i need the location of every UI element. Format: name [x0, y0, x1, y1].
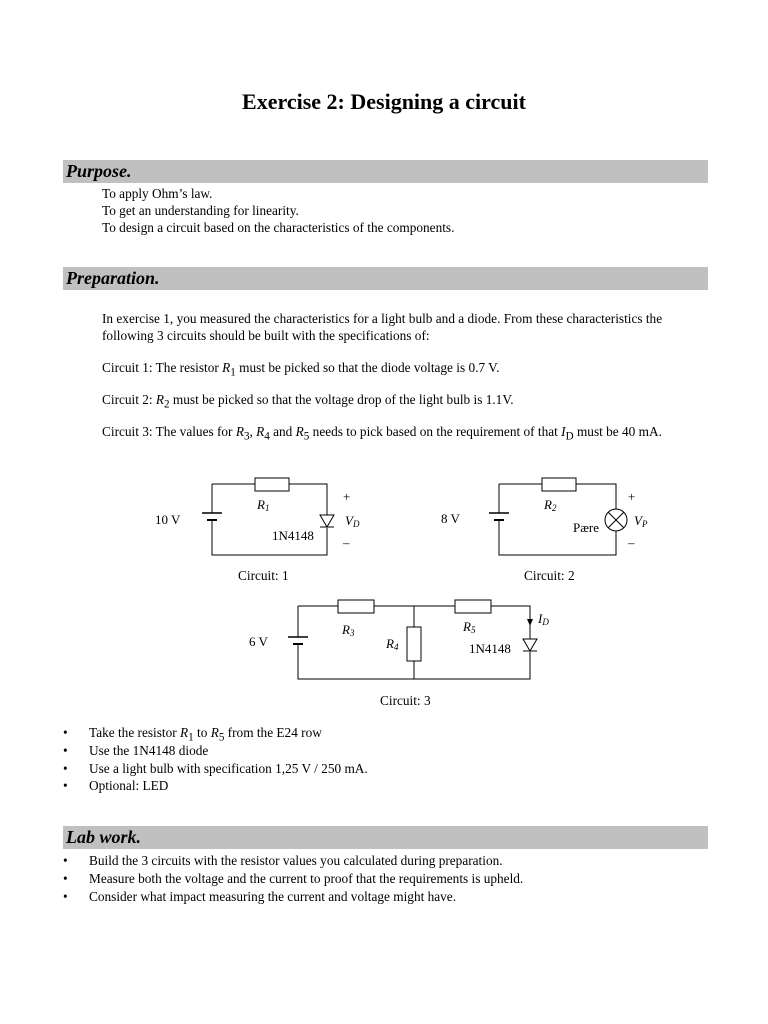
svg-text:–: – [628, 535, 635, 550]
purpose-heading: Purpose. [66, 161, 132, 181]
labwork-heading-bar [63, 826, 708, 849]
list-item: • Build the 3 circuits with the resistor values you calculated during preparation. [63, 853, 503, 868]
svg-text:–: – [343, 535, 350, 550]
svg-text:8 V: 8 V [441, 511, 460, 526]
list-item: • Use a light bulb with specification 1,25 V / 250 mA. [63, 761, 368, 776]
circuit1-diagram [202, 478, 334, 555]
preparation-intro: In exercise 1, you measured the characteristics for a light bulb and a diode. From these characteristics the following 3 circuits should be built with the specifications of: [102, 311, 663, 343]
list-item: • Take the resistor $R_1$ to $R_5$ from the E24 row [63, 725, 322, 744]
svg-text:ID: ID [538, 611, 549, 627]
svg-text:R2: R2 [544, 497, 557, 513]
list-item: • Consider what impact measuring the current and voltage might have. [63, 889, 457, 904]
circuit3-diagram [288, 600, 537, 679]
list-item: • Measure both the voltage and the current to proof that the requirements is upheld. [63, 871, 524, 886]
purpose-item: To apply Ohm’s law. [102, 186, 213, 201]
svg-text:Pære: Pære [573, 520, 599, 535]
svg-text:VD: VD [345, 513, 360, 529]
resistor-r4-symbol [407, 627, 421, 661]
labwork-heading: Lab work. [66, 827, 142, 847]
svg-text:R1: R1 [257, 497, 270, 513]
preparation-heading: Preparation. [66, 268, 160, 288]
svg-text:+: + [343, 489, 351, 504]
circuit1-caption: Circuit: 1 [238, 568, 289, 583]
circuit3-caption: Circuit: 3 [380, 693, 431, 708]
resistor-r2-symbol [542, 478, 576, 491]
svg-text:R4: R4 [386, 636, 399, 652]
circuit2-caption: Circuit: 2 [524, 568, 575, 583]
purpose-item: To get an understanding for linearity. [102, 203, 299, 218]
svg-text:VP: VP [634, 513, 648, 529]
svg-text:1N4148: 1N4148 [272, 528, 314, 543]
circuit1-requirement: Circuit 1: The resistor $R_1$ must be picked so that the diode voltage is 0.7 V. [102, 360, 500, 379]
circuit2-diagram [489, 478, 627, 555]
svg-text:+: + [628, 489, 636, 504]
svg-text:10 V: 10 V [155, 512, 181, 527]
page-title: Exercise 2: Designing a circuit [242, 89, 526, 114]
svg-text:1N4148: 1N4148 [469, 641, 511, 656]
list-item: • Optional: LED [63, 778, 169, 793]
circuit3-requirement: Circuit 3: The values for $R_3$, $R_4$ and $R_5$ needs to pick based on the requirement of that $I_D$ must be 40 mA. [102, 424, 662, 443]
current-arrow-icon [527, 619, 533, 626]
circuit2-requirement: Circuit 2: $R_2$ must be picked so that the voltage drop of the light bulb is 1.1V. [102, 392, 514, 411]
svg-text:R5: R5 [463, 619, 476, 635]
resistor-r5-symbol [455, 600, 491, 613]
list-item: • Use the 1N4148 diode [63, 743, 209, 758]
resistor-r3-symbol [338, 600, 374, 613]
purpose-item: To design a circuit based on the characteristics of the components. [102, 220, 455, 235]
resistor-r1-symbol [255, 478, 289, 491]
svg-text:6 V: 6 V [249, 634, 268, 649]
diode-d1-symbol [320, 515, 334, 527]
svg-text:R3: R3 [342, 622, 355, 638]
diode-d3-symbol [523, 639, 537, 651]
